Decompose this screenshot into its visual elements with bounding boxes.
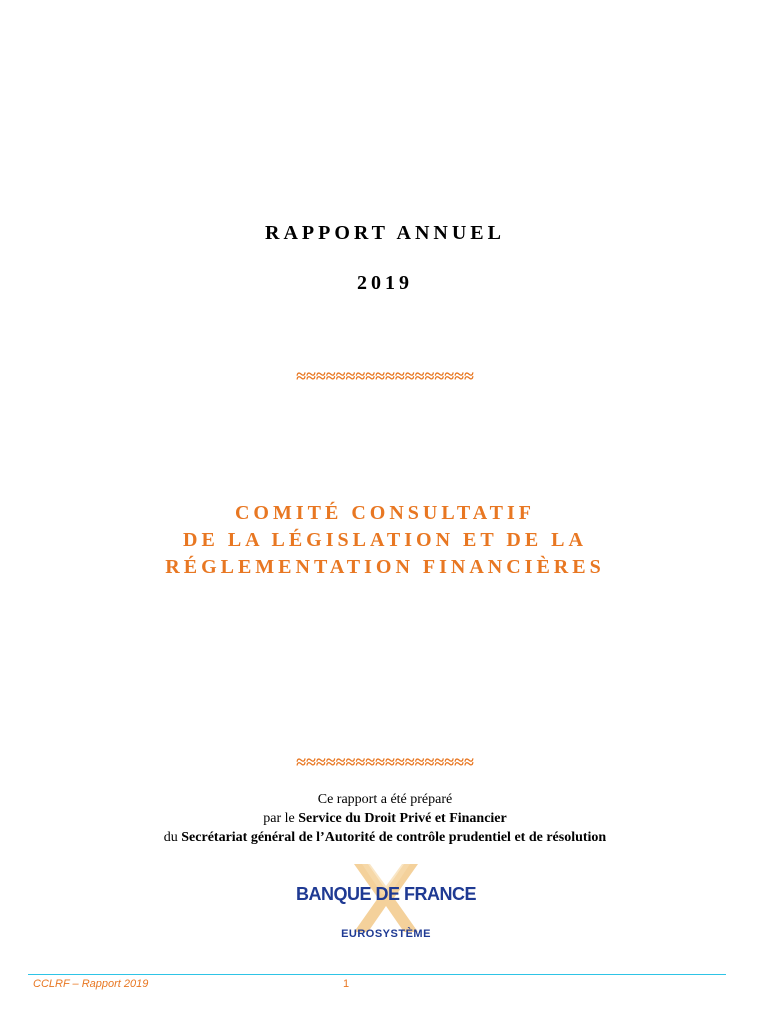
- report-year: 2019: [357, 272, 413, 294]
- committee-line-1: COMITÉ CONSULTATIF: [234, 502, 535, 524]
- report-title: RAPPORT ANNUEL: [265, 222, 505, 244]
- logo-name: BANQUE DE FRANCE: [296, 884, 477, 904]
- prepared-line-3-prefix: du: [163, 830, 182, 845]
- committee-line-2: DE LA LÉGISLATION ET DE LA: [183, 529, 587, 551]
- footer-page-number: 1: [343, 978, 350, 990]
- prepared-by-block: [0, 790, 770, 847]
- banque-de-france-logo: [296, 866, 476, 946]
- decorative-divider-top: ≈≈≈≈≈≈≈≈≈≈≈≈≈≈≈≈≈≈: [296, 366, 474, 386]
- secretariat-name: Secrétariat général de l’Autorité de contrôle prudentiel et de résolution: [181, 830, 607, 845]
- service-name: Service du Droit Privé et Financier: [298, 811, 507, 826]
- footer-rule: [28, 974, 726, 975]
- logo-subtitle: EUROSYSTÈME: [341, 928, 431, 940]
- committee-name: [0, 500, 770, 581]
- prepared-line-2: [0, 809, 770, 828]
- prepared-line-2-prefix: par le: [263, 811, 299, 826]
- committee-line-3: RÉGLEMENTATION FINANCIÈRES: [165, 556, 605, 578]
- prepared-line-3: [0, 828, 770, 847]
- footer-document-label: CCLRF – Rapport 2019: [33, 978, 149, 990]
- prepared-line-1: Ce rapport a été préparé: [317, 792, 453, 807]
- decorative-divider-bottom: ≈≈≈≈≈≈≈≈≈≈≈≈≈≈≈≈≈≈: [296, 752, 474, 772]
